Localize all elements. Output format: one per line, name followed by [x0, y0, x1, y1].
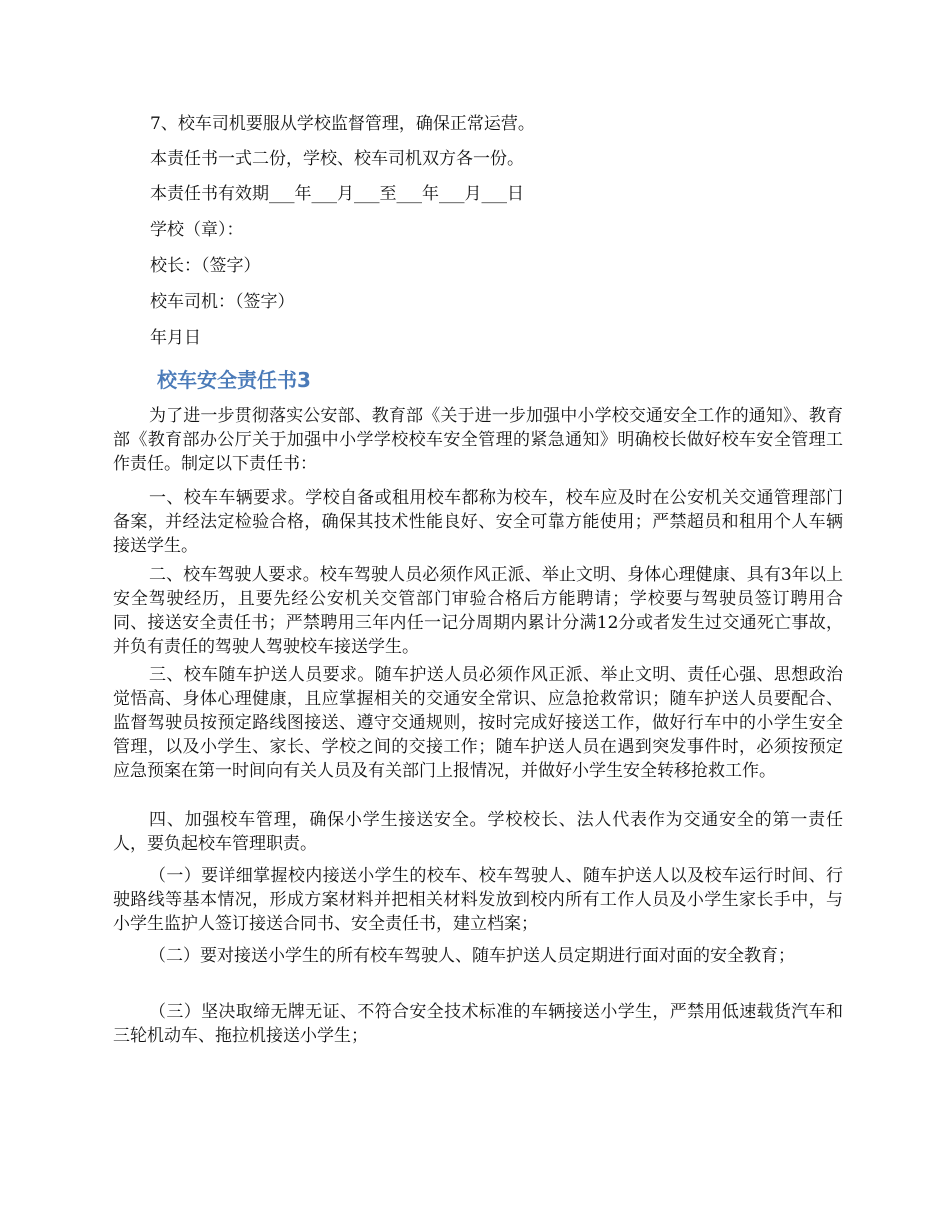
paragraph-driver-requirements: 二、校车驾驶人要求。校车驾驶人员必须作风正派、举止文明、身体心理健康、具有3年以上安全驾驶经历，且要先经公安机关交管部门审验合格后方能聘请；学校要与驾驶员签订聘用合同、接送安全责任书；严禁聘用三年内任一记分周期内累计分满12分或者发生过交通死亡事故，并负有责任的驾驶人驾驶校车接送学生。: [113, 565, 843, 657]
paragraph-item-3: （三）坚决取缔无牌无证、不符合安全技术标准的车辆接送小学生，严禁用低速载货汽车和三轮机动车、拖拉机接送小学生；: [113, 1002, 843, 1046]
section-heading: 校车安全责任书3: [157, 368, 311, 392]
text-line-validity-period: 本责任书有效期___年___月___至___年___月___日: [150, 184, 524, 204]
text-line-school-seal: 学校（章）：: [150, 220, 244, 240]
text-line-principal-signature: 校长：（签字）: [150, 256, 261, 276]
paragraph-vehicle-requirements: 一、校车车辆要求。学校自备或租用校车都称为校车，校车应及时在公安机关交通管理部门备案，并经法定检验合格，确保其技术性能良好、安全可靠方能使用；严禁超员和租用个人车辆接送学生。: [113, 488, 843, 556]
text-line-date: 年月日: [150, 328, 201, 348]
paragraph-item-1: （一）要详细掌握校内接送小学生的校车、校车驾驶人、随车护送人以及校车运行时间、行驶路线等基本情况，形成方案材料并把相关材料发放到校内所有工作人员及小学生家长手中，与小学生监护人签订接送合同书、安全责任书，建立档案；: [113, 866, 843, 934]
text-line-copies: 本责任书一式二份，学校、校车司机双方各一份。: [150, 149, 524, 169]
paragraph-escort-requirements: 三、校车随车护送人员要求。随车护送人员必须作风正派、举止文明、责任心强、思想政治觉悟高、身体心理健康，且应掌握相关的交通安全常识、应急抢救常识；随车护送人员要配合、监督驾驶员按预定路线图接送、遵守交通规则，按时完成好接送工作，做好行车中的小学生安全管理，以及小学生、家长、学校之间的交接工作；随车护送人员在遇到突发事件时，必须按预定应急预案在第一时间向有关人员及有关部门上报情况，并做好小学生安全转移抢救工作。: [113, 665, 843, 781]
text-line-driver-signature: 校车司机：（签字）: [150, 292, 295, 312]
paragraph-intro: 为了进一步贯彻落实公安部、教育部《关于进一步加强中小学校交通安全工作的通知》、教育部《教育部办公厅关于加强中小学学校校车安全管理的紧急通知》明确校长做好校车安全管理工作责任。制定以下责任书：: [113, 406, 843, 474]
text-line-driver-supervision: 7、校车司机要服从学校监督管理，确保正常运营。: [150, 114, 535, 134]
paragraph-item-2: （二）要对接送小学生的所有校车驾驶人、随车护送人员定期进行面对面的安全教育；: [149, 946, 795, 966]
paragraph-management: 四、加强校车管理，确保小学生接送安全。学校校长、法人代表作为交通安全的第一责任人，要负起校车管理职责。: [113, 810, 843, 854]
